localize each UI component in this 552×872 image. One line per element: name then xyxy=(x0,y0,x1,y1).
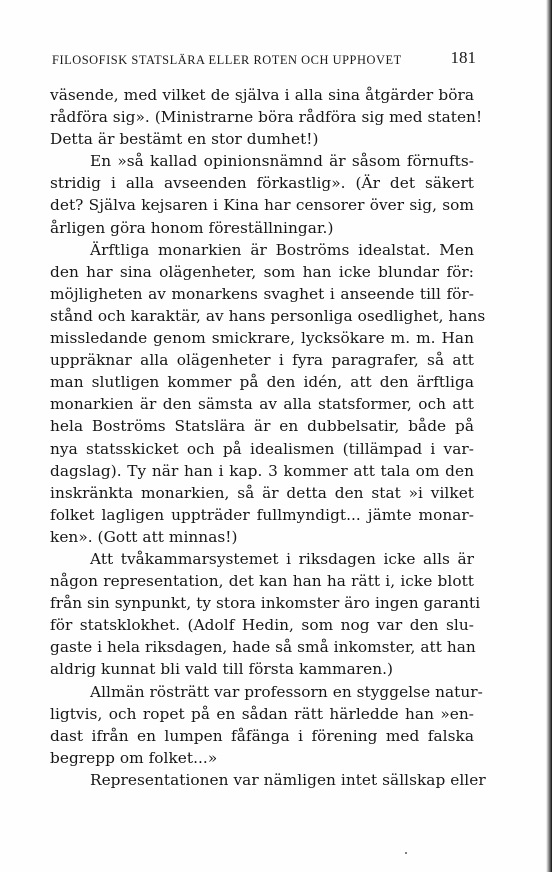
page-number: 181 xyxy=(450,48,476,67)
text-line: ken». (Gott att minnas!) xyxy=(50,527,238,546)
text-line: begrepp om folket...» xyxy=(50,748,218,767)
text-line: monarkien är den sämsta av alla statsformer, och att xyxy=(50,395,474,414)
text-line: inskränkta monarkien, så är detta den stat »i vilket xyxy=(50,483,474,502)
text-line: från sin synpunkt, ty stora inkomster äro ingen garanti xyxy=(50,594,481,613)
text-line: uppräknar alla olägenheter i fyra paragrafer, så att xyxy=(50,351,474,370)
text-line: det? Själva kejsaren i Kina har censorer över sig, som xyxy=(50,196,474,215)
text-line: man slutligen kommer på den idén, att den ärftliga xyxy=(50,373,474,392)
text-line: dast ifrån en lumpen fåfänga i förening med falska xyxy=(50,726,474,745)
text-line: rådföra sig». (Ministrarne böra rådföra sig med staten! xyxy=(50,108,483,127)
page-header xyxy=(52,48,476,68)
text-line: stridig i alla avseenden förkastlig». (Är det säkert xyxy=(50,174,474,193)
text-line: möjligheten av monarkens svaghet i anseende till för- xyxy=(50,284,474,303)
text-line: årligen göra honom föreställningar.) xyxy=(50,218,334,237)
paragraph-start-line: Att tvåkammarsystemet i riksdagen icke alls är xyxy=(90,549,474,568)
paragraph-start-line: Representationen var nämligen intet sällskap eller xyxy=(90,770,486,789)
text-line: väsende, med vilket de själva i alla sina åtgärder böra xyxy=(50,86,474,104)
paragraph-start-line: Allmän rösträtt var professorn en styggelse natur- xyxy=(90,682,483,701)
text-line: Detta är bestämt en stor dumhet!) xyxy=(50,130,319,149)
paragraph-start-line: Ärftliga monarkien är Boströms idealstat. Men xyxy=(90,240,474,259)
text-line: missledande genom smickrare, lycksökare m. m. Han xyxy=(50,329,474,348)
text-line: nya statsskicket och på idealismen (tillämpad i var- xyxy=(50,439,474,458)
text-line: folket lagligen uppträder fullmyndigt... jämte monar- xyxy=(50,505,474,524)
ink-speck xyxy=(405,852,407,854)
text-line: den har sina olägenheter, som han icke blundar för: xyxy=(50,262,474,281)
running-title: FILOSOFISK STATSLÄRA ELLER ROTEN OCH UPPHOVET xyxy=(52,53,402,67)
text-line: ligtvis, och ropet på en sådan rätt härledde han »en- xyxy=(50,704,474,723)
text-line: gaste i hela riksdagen, hade så små inkomster, att han xyxy=(50,638,476,657)
text-line: hela Boströms Statslära är en dubbelsatir, både på xyxy=(50,417,474,436)
text-line: någon representation, det kan han ha rätt i, icke blott xyxy=(50,572,474,591)
text-line: aldrig kunnat bli vald till första kammaren.) xyxy=(50,660,394,679)
text-line: dagslag). Ty när han i kap. 3 kommer att tala om den xyxy=(50,461,474,480)
text-line: stånd och karaktär, av hans personliga osedlighet, hans xyxy=(50,306,486,325)
text-line: för statsklokhet. (Adolf Hedin, som nog var den slu- xyxy=(50,616,474,635)
body-text xyxy=(50,84,486,791)
paragraph-start-line: En »så kallad opinionsnämnd är såsom förnufts- xyxy=(90,152,474,171)
page-edge-shadow xyxy=(546,0,552,872)
